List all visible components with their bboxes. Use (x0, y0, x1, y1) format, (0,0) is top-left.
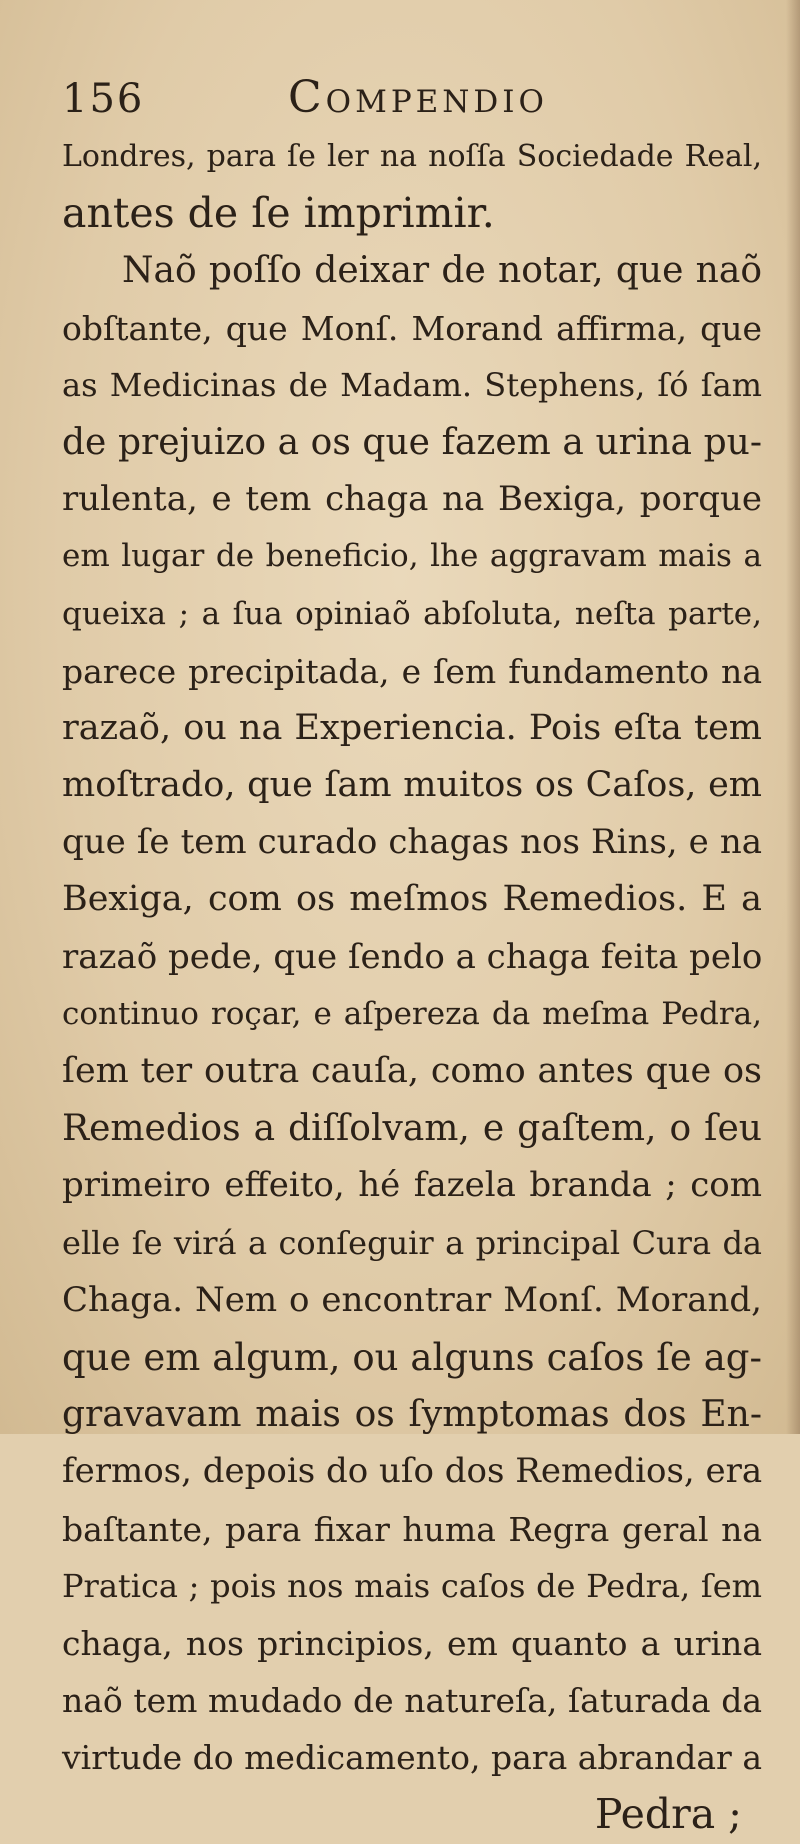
text-line: que ſe tem curado chagas nos Rins, e na (62, 822, 762, 863)
text-line: continuo roçar, e aſpereza da meſma Pedra, (62, 995, 762, 1032)
text-line: Londres, para ſe ler na noſſa Sociedade Real, (62, 139, 762, 174)
text-line: Naõ poſſo deixar de notar, que naõ (122, 250, 762, 292)
text-line: rulenta, e tem chaga na Bexiga, porque (62, 479, 762, 520)
text-line: razaõ, ou na Experiencia. Pois eſta tem (62, 707, 762, 748)
text-line: queixa ; a ſua opiniaõ abſoluta, neſta parte, (62, 595, 762, 632)
text-line: Remedios a diſſolvam, e gaſtem, o ſeu (62, 1108, 762, 1150)
page-edge-shadow (786, 0, 800, 1434)
text-line: baſtante, para fixar huma Regra geral na (62, 1509, 762, 1549)
text-line: em lugar de beneficio, lhe aggravam mais a (62, 538, 762, 575)
text-line: primeiro effeito, hé fazela branda ; com (62, 1165, 762, 1206)
text-line: as Medicinas de Madam. Stephens, ſó ſam (62, 365, 762, 404)
text-line: virtude do medicamento, para abrandar a (62, 1738, 762, 1778)
text-line: Bexiga, com os meſmos Remedios. E a (62, 879, 762, 920)
text-line: ſem ter outra cauſa, como antes que os (62, 1051, 762, 1091)
page-header (62, 70, 762, 130)
text-line: que em algum, ou alguns caſos ſe ag- (62, 1335, 762, 1379)
text-line: de prejuizo a os que fazem a urina pu- (62, 421, 762, 463)
catchword: Pedra ; (594, 1790, 742, 1839)
body-text (62, 128, 762, 1844)
running-title: Compendio (288, 72, 548, 123)
text-line: fermos, depois do uſo dos Remedios, era (62, 1451, 763, 1492)
text-line: elle ſe virá a conſeguir a principal Cura da (62, 1223, 762, 1262)
text-line: moſtrado, que ſam muitos os Caſos, em (62, 765, 762, 806)
text-line: Pratica ; pois nos mais caſos de Pedra, ſem (62, 1566, 762, 1605)
text-line: razaõ pede, que ſendo a chaga feita pelo (62, 936, 763, 977)
text-line: gravavam mais os ſymptomas dos En- (62, 1394, 762, 1436)
text-line: Chaga. Nem o encontrar Monſ. Morand, (62, 1279, 762, 1320)
page-number: 156 (62, 76, 145, 122)
text-line: antes de ſe imprimir. (62, 189, 495, 238)
text-line: parece precipitada, e ſem fundamento na (62, 651, 762, 691)
text-line: naõ tem mudado de natureſa, ſaturada da (62, 1681, 762, 1721)
text-line: obſtante, que Monſ. Morand affirma, que (62, 308, 762, 348)
text-line: chaga, nos principios, em quanto a urina (62, 1623, 762, 1663)
